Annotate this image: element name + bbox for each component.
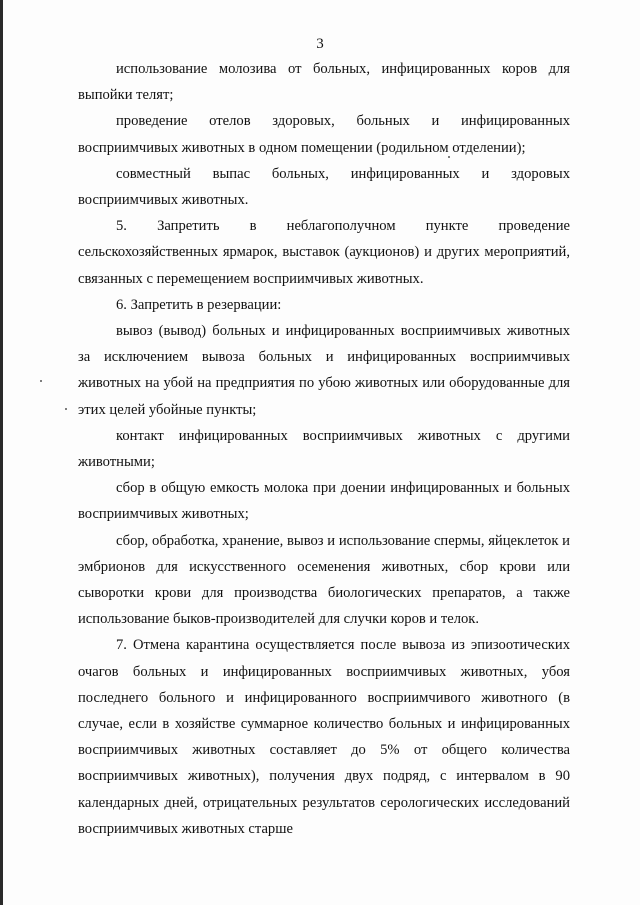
paragraph-3: совместный выпас больных, инфицированных и здоровых восприимчивых животных. xyxy=(78,165,570,209)
paragraph-1: использование молозива от больных, инфицированных коров для выпойки телят; xyxy=(78,61,570,104)
scan-speck xyxy=(65,408,67,410)
paragraph-4: 5. Запретить в неблагополучном пункте проведение сельскохозяйственных ярмарок, выставок (аукционов) и других мероприятий, связанных с перемещением восприимчивых животных. xyxy=(78,218,570,287)
body-text xyxy=(78,56,570,842)
paragraph-8: сбор в общую емкость молока при доении инфицированных и больных восприимчивых животных; xyxy=(78,480,570,523)
paragraph-9: сбор, обработка, хранение, вывоз и использование спермы, яйцеклеток и эмбрионов для искусственного осеменения животных, сбор крови или сыворотки крови для производства биологических препаратов, а также использование быков-производителей для случки коров и телок. xyxy=(78,532,570,628)
scan-edge-shadow xyxy=(0,0,3,905)
paragraph-5: 6. Запретить в резервации: xyxy=(116,296,282,313)
scan-speck xyxy=(448,156,450,158)
scan-speck xyxy=(40,380,42,382)
paragraph-2: проведение отелов здоровых, больных и инфицированных восприимчивых животных в одном помещении (родильном отделении); xyxy=(78,113,570,156)
page-number: 3 xyxy=(316,36,324,52)
paragraph-6: вывоз (вывод) больных и инфицированных восприимчивых животных за исключением вывоза больных и инфицированных восприимчивых животных на убой на предприятия по убою животных или оборудованные для этих целей убойные пункты; xyxy=(78,323,570,418)
paragraph-7: контакт инфицированных восприимчивых животных с другими животными; xyxy=(78,427,570,471)
paragraph-10: 7. Отмена карантина осуществляется после вывоза из эпизоотических очагов больных и инфицированных восприимчивых животных, убоя последнего больного и инфицированного восприимчивого животного (в случае, если в хозяйстве суммарное количество больных и инфицированных восприимчивых животных составляет до 5% от общего количества восприимчивых животных), получения двух подряд, с интервалом в 90 календарных дней, отрицательных результатов серологических исследований восприимчивых животных старше xyxy=(78,637,570,837)
